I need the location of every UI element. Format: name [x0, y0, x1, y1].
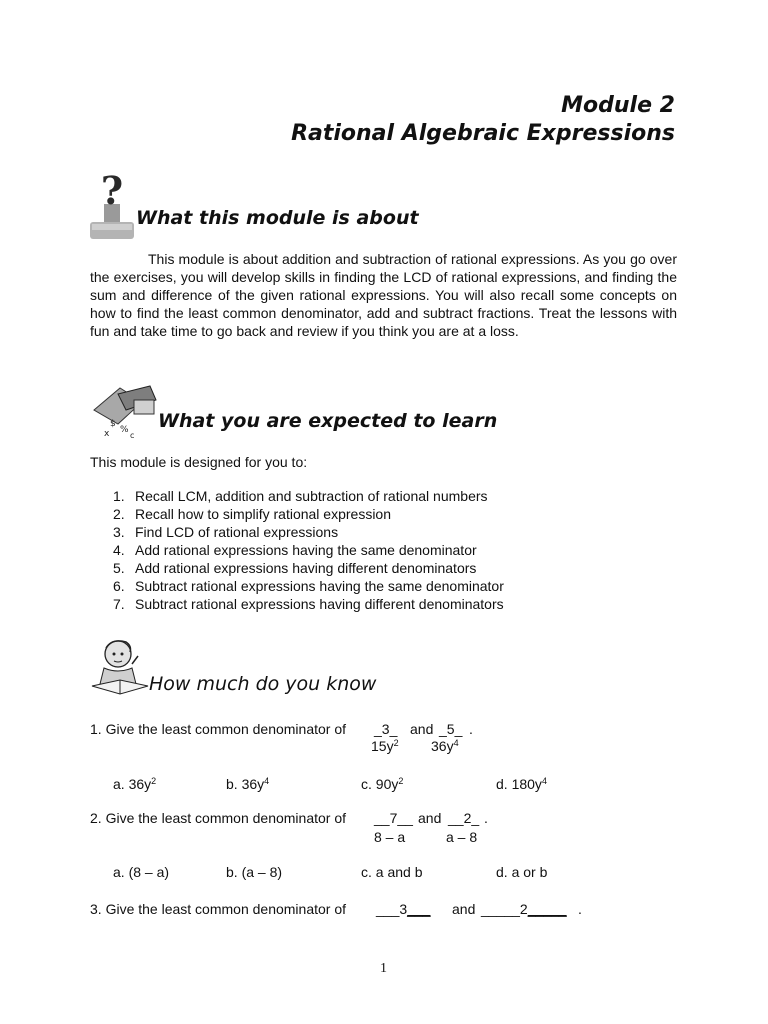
module-title: Rational Algebraic Expressions: [291, 121, 675, 146]
thinking-student-icon: [90, 634, 150, 696]
svg-text:$: $: [110, 419, 116, 429]
q2-numerator-1: __7__: [374, 810, 413, 826]
q1-period: .: [469, 721, 473, 737]
about-heading: What this module is about: [136, 207, 419, 229]
about-paragraph-text: This module is about addition and subtraction of rational expressions. As you go over the exercises, you will develop skills in finding the LCD of rational expressions, and finding the sum and difference of the given rational expressions. You will also recall some concepts on how to find the least common denominator, add and subtract fractions. Treat the lessons with fun and take time to go back and review if you think you are at a loss.: [90, 251, 677, 339]
list-item: 5. Add rational expressions having different denominators: [113, 560, 477, 576]
list-item: 7. Subtract rational expressions having different denominators: [113, 596, 504, 612]
q2-numerator-2: __2_: [448, 810, 480, 826]
q3-numerator-2: _____2_____: [481, 901, 567, 917]
svg-text:%: %: [120, 425, 129, 435]
q2-choice-b: b. (a – 8): [226, 864, 283, 880]
question-1-prompt: 1. Give the least common denominator of: [90, 721, 347, 737]
q2-period: .: [484, 810, 488, 826]
q1-choice-b: b. $36y^4$: [226, 776, 270, 792]
page-number: 1: [380, 961, 387, 976]
q2-and: and: [418, 810, 442, 826]
expected-heading: What you are expected to learn: [158, 410, 498, 432]
module-number: Module 2: [561, 93, 675, 118]
question-mark-icon: [88, 170, 138, 242]
svg-text:?: ?: [100, 170, 124, 213]
question-3-prompt: 3. Give the least common denominator of: [90, 901, 347, 917]
q1-choice-d: d. $180y^4$: [496, 776, 547, 792]
list-item: 1. Recall LCM, addition and subtraction of rational numbers: [113, 488, 488, 504]
q3-numerator-1: ___3___: [376, 901, 431, 917]
q2-denominator-2: a – 8: [446, 829, 478, 845]
q1-numerator-2: _5_: [439, 721, 463, 737]
q3-and: and: [452, 901, 476, 917]
svg-text:x: x: [104, 429, 110, 439]
q1-and: and: [410, 721, 434, 737]
math-tools-icon: [90, 380, 162, 440]
list-item: 3. Find LCD of rational expressions: [113, 524, 339, 540]
list-item: 6. Subtract rational expressions having the same denominator: [113, 578, 504, 594]
question-2-prompt: 2. Give the least common denominator of: [90, 810, 347, 826]
q2-choice-d: d. a or b: [496, 864, 548, 880]
expected-intro: This module is designed for you to:: [90, 454, 308, 470]
know-heading: How much do you know: [149, 673, 377, 695]
about-paragraph: [90, 250, 677, 340]
q2-denominator-1: 8 – a: [374, 829, 406, 845]
q1-choice-a: a. $36y^2$: [113, 776, 157, 792]
svg-text:c: c: [130, 431, 135, 440]
q1-numerator-1: _3_: [374, 721, 398, 737]
q3-period: .: [578, 901, 582, 917]
list-item: 2. Recall how to simplify rational expression: [113, 506, 391, 522]
list-item: 4. Add rational expressions having the same denominator: [113, 542, 477, 558]
q2-choice-a: a. (8 – a): [113, 864, 170, 880]
q1-denominator-1: $15y^2$: [371, 738, 399, 754]
q2-choice-c: c. a and b: [361, 864, 423, 880]
q1-choice-c: c. $90y^2$: [361, 776, 404, 792]
q1-denominator-2: $36y^4$: [431, 738, 459, 754]
learning-objectives-list: [113, 487, 504, 613]
